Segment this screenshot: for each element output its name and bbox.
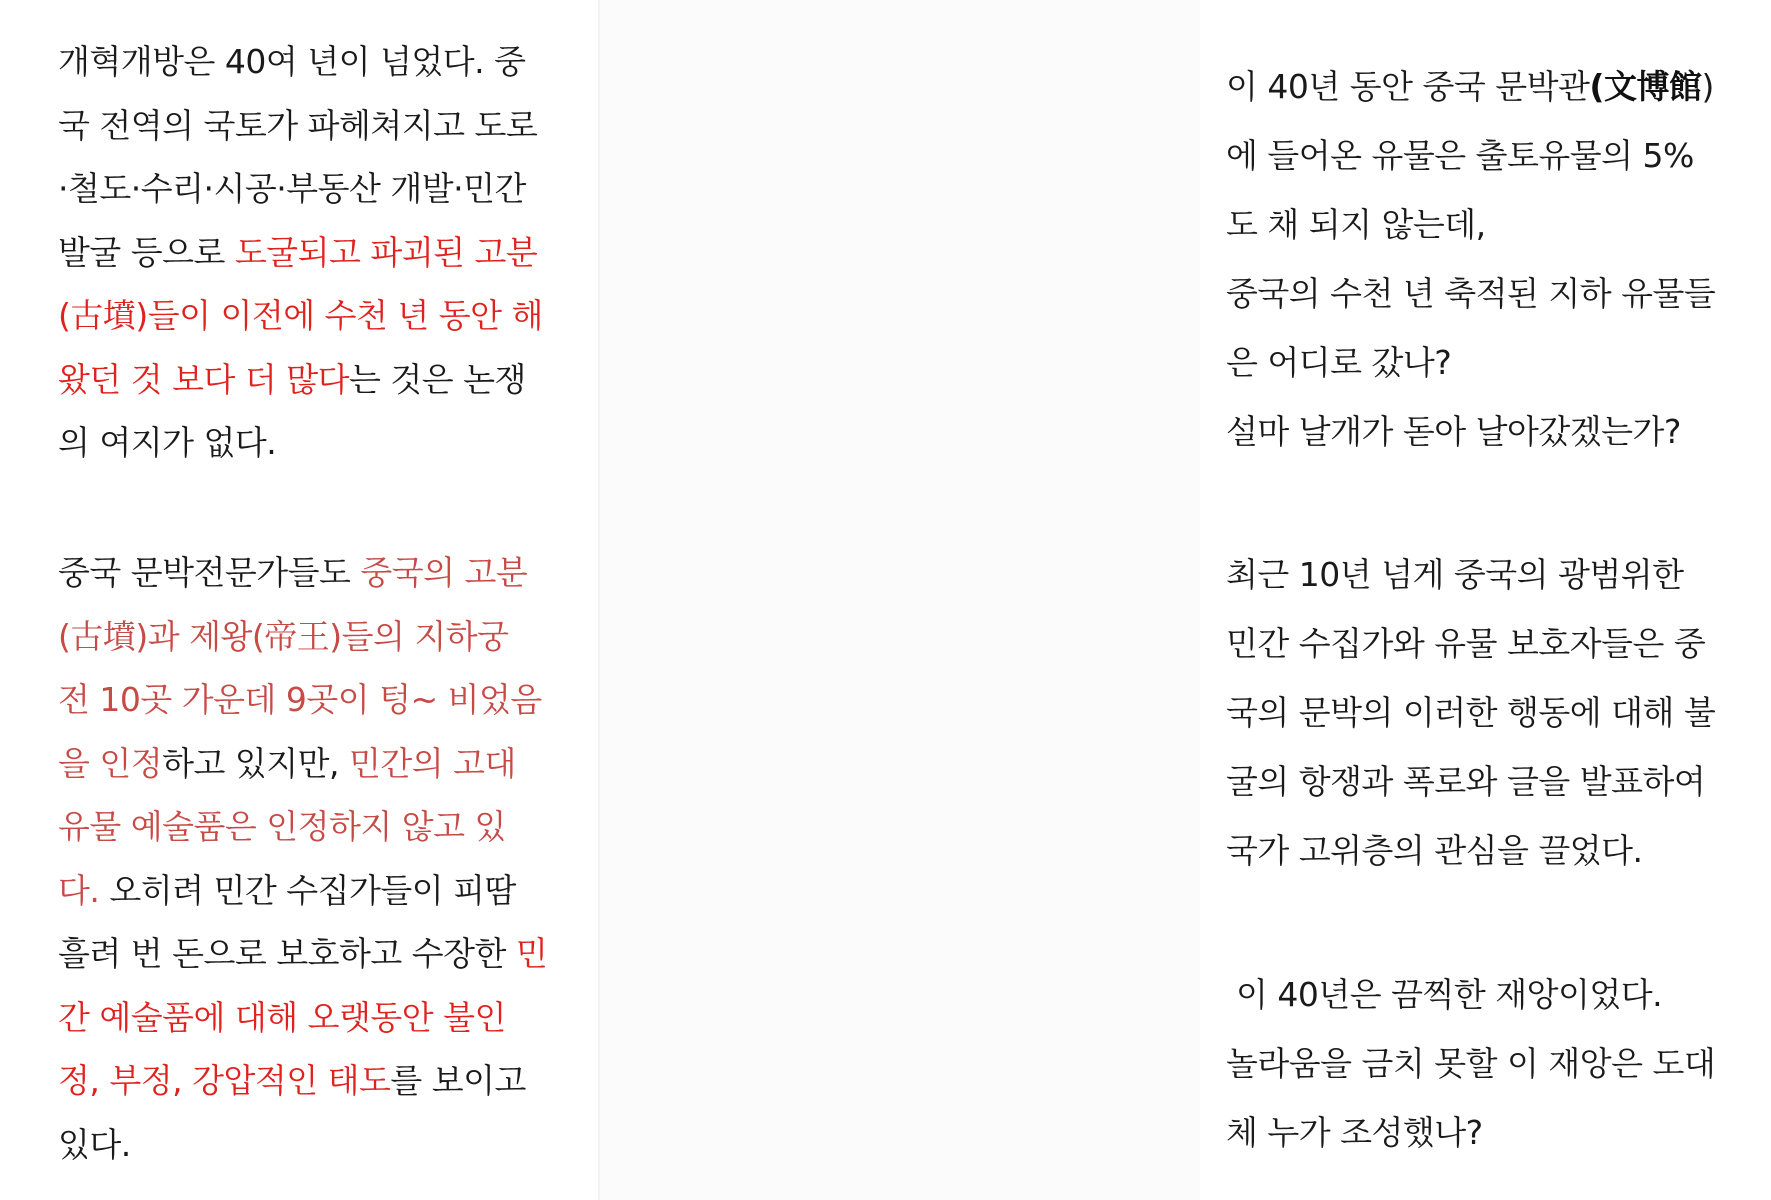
highlighted-text-segment: (古墳)들이 이전에 수천 년 동안 해 (58, 296, 543, 335)
text-line (58, 157, 558, 221)
left-paragraph-2 (58, 541, 558, 1176)
text-segment: 의 여지가 없다. (58, 423, 277, 462)
text-segment: 발굴 등으로 (58, 232, 235, 272)
text-line (58, 221, 558, 285)
text-line (58, 1113, 558, 1177)
text-segment: ) (1701, 67, 1714, 106)
text-segment: 중국 문박전문가들도 (58, 553, 361, 592)
highlighted-text-segment: 도굴되고 파괴된 고분 (234, 232, 538, 272)
text-line (58, 541, 558, 605)
highlighted-text-segment: 정, 부정, 강압적인 태도 (58, 1061, 391, 1100)
text-line (58, 986, 558, 1050)
highlighted-text-segment: 왔던 것 보다 더 많다 (58, 359, 349, 399)
text-segment: 도 채 되지 않는데, (1226, 205, 1486, 244)
text-segment: 는 것은 논쟁 (348, 359, 526, 399)
text-line (58, 668, 558, 732)
text-line (1226, 1098, 1771, 1167)
text-line (58, 284, 558, 348)
highlighted-text-segment: 민간의 고대 (348, 743, 516, 783)
text-line (1226, 747, 1771, 816)
text-line (58, 795, 558, 859)
text-line (58, 922, 558, 986)
highlighted-text-segment: 민 (515, 934, 548, 973)
text-segment: 은 어디로 갔나? (1226, 343, 1452, 382)
text-segment: 흘려 번 돈으로 보호하고 수장한 (58, 934, 516, 973)
left-column (0, 0, 600, 1200)
text-segment: 오히려 민간 수집가들이 피땀 (99, 870, 516, 910)
text-line (58, 859, 558, 923)
highlighted-text-segment: 유물 예술품은 인정하지 않고 있 (58, 807, 506, 846)
text-line (1226, 609, 1771, 678)
text-segment: ·철도·수리·시공·부동산 개발·민간 (58, 169, 526, 208)
highlighted-text-segment: (文博館 (1589, 67, 1702, 106)
text-segment: 국의 문박의 이러한 행동에 대해 불 (1226, 693, 1716, 732)
text-line (1226, 259, 1771, 328)
right-column (600, 0, 1716, 1200)
highlighted-text-segment: 을 인정 (58, 743, 163, 783)
text-line (58, 732, 558, 796)
text-line (1226, 678, 1771, 747)
right-paragraph-3 (1226, 960, 1771, 1167)
text-segment: 에 들어온 유물은 출토유물의 5% (1226, 136, 1694, 175)
right-paragraph-2 (1226, 540, 1771, 885)
text-segment: 이 40년은 끔찍한 재앙이었다. (1226, 975, 1663, 1014)
text-line (1226, 121, 1771, 190)
text-segment: 최근 10년 넘게 중국의 광범위한 (1226, 555, 1684, 594)
highlighted-text-segment: 다. (58, 870, 100, 910)
text-line (1226, 816, 1771, 885)
highlighted-text-segment: (古墳)과 제왕(帝王)들의 지하궁 (58, 616, 509, 656)
text-segment: 체 누가 조성했나? (1226, 1113, 1483, 1152)
text-line (1226, 397, 1771, 466)
text-line (58, 1049, 558, 1113)
highlighted-text-segment: 중국의 고분 (360, 553, 528, 592)
text-segment: 하고 있지만, (162, 743, 349, 783)
text-line (58, 30, 558, 94)
text-line (58, 94, 558, 158)
text-line (1226, 960, 1771, 1029)
text-segment: 설마 날개가 돋아 날아갔겠는가? (1226, 412, 1681, 451)
text-line (58, 605, 558, 669)
text-line (1226, 540, 1771, 609)
text-line (1226, 328, 1771, 397)
right-paragraph-1 (1226, 52, 1771, 466)
text-line (1226, 1029, 1771, 1098)
text-segment: 중국의 수천 년 축적된 지하 유물들 (1226, 274, 1716, 313)
text-segment: 놀라움을 금치 못할 이 재앙은 도대 (1226, 1044, 1716, 1083)
highlighted-text-segment: 간 예술품에 대해 오랫동안 불인 (58, 997, 506, 1037)
text-segment: 이 40년 동안 중국 문박관 (1226, 67, 1590, 106)
text-line (58, 411, 558, 475)
text-line (1226, 190, 1771, 259)
text-segment: 민간 수집가와 유물 보호자들은 중 (1226, 624, 1706, 663)
text-segment: 국 전역의 국토가 파헤쳐지고 도로 (58, 105, 538, 145)
text-line (1226, 52, 1771, 121)
text-segment: 있다. (58, 1124, 131, 1164)
text-line (58, 348, 558, 412)
left-paragraph-1 (58, 30, 558, 475)
text-segment: 국가 고위층의 관심을 끌었다. (1226, 831, 1643, 870)
text-segment: 굴의 항쟁과 폭로와 글을 발표하여 (1226, 762, 1706, 801)
text-segment: 개혁개방은 40여 년이 넘었다. 중 (58, 42, 526, 81)
highlighted-text-segment: 전 10곳 가운데 9곳이 텅~ 비었음 (58, 680, 542, 719)
text-segment: 를 보이고 (390, 1061, 526, 1100)
